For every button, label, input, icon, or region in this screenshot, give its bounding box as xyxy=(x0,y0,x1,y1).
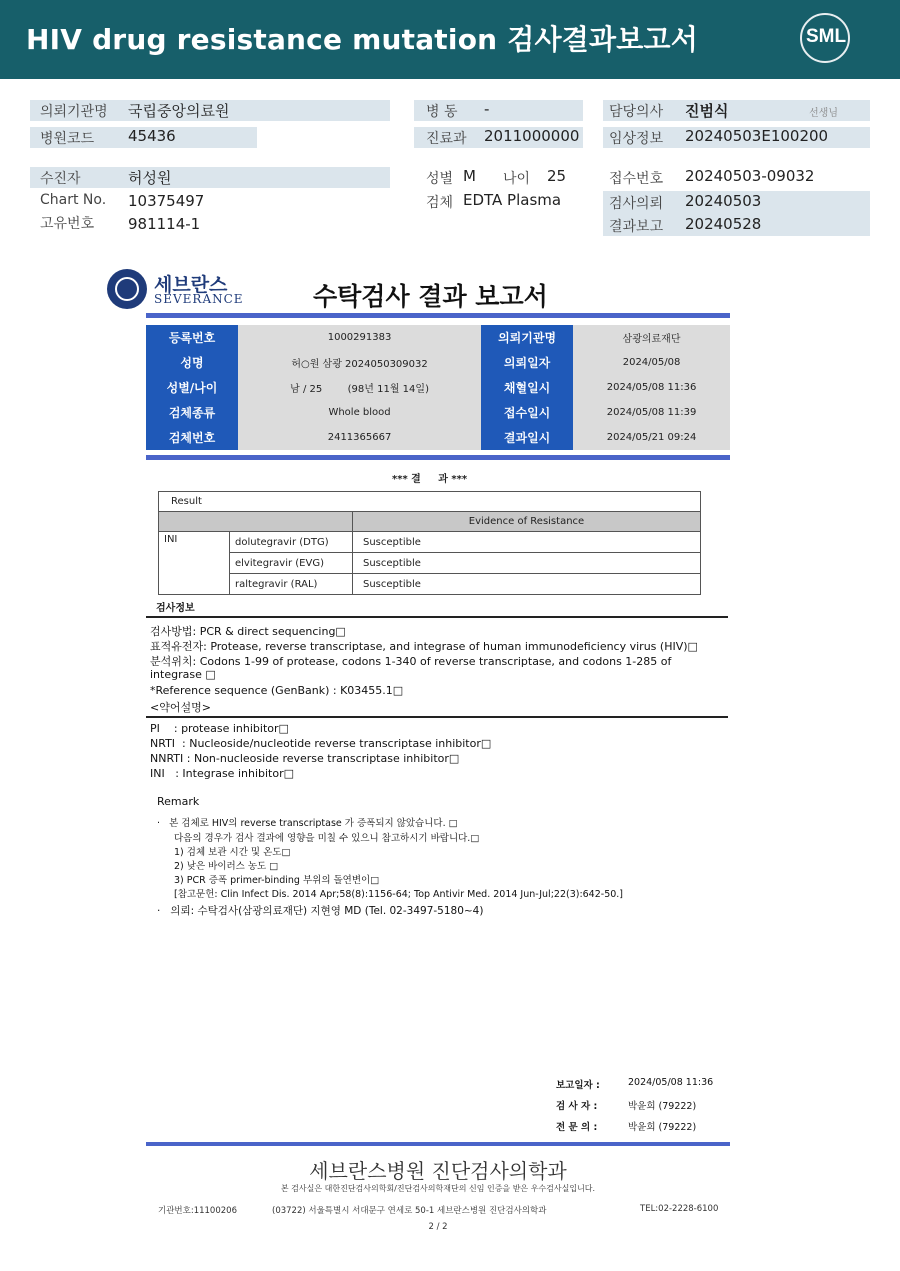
info-value: 1000291383 xyxy=(238,325,481,350)
name-value: 허성원 xyxy=(128,169,172,187)
drug-name: elvitegravir (EVG) xyxy=(230,553,353,574)
id-value: 981114-1 xyxy=(128,215,201,233)
table-row xyxy=(159,492,701,512)
dept-value: 2011000000 xyxy=(484,127,580,145)
clinical-value: 20240503E100200 xyxy=(685,127,829,145)
report-date-value: 2024/05/08 11:36 xyxy=(628,1077,714,1088)
test-info-title: 검사정보 xyxy=(156,603,195,614)
divider xyxy=(146,1142,730,1146)
remark-line: [참고문헌: Clin Infect Dis. 2014 Apr;58(8):1156-64; Top Antivir Med. 2014 Jun-Jul;22(3):642-50.] xyxy=(174,889,624,900)
abbreviation: INI : Integrase inhibitor□ xyxy=(150,767,294,780)
result-table xyxy=(158,491,701,595)
request-value: 20240503 xyxy=(685,192,762,210)
page-number: 2 / 2 xyxy=(428,1222,448,1232)
sex-label: 성별 xyxy=(426,171,454,187)
test-info-line: 표적유전자: Protease, reverse transcriptase, and integrase of human immunodeficiency virus (HIV)□ xyxy=(150,640,698,653)
info-label: 등록번호 xyxy=(146,325,238,350)
specimen-label: 검체 xyxy=(426,195,454,211)
abbreviation: NNRTI : Non-nucleoside reverse transcriptase inhibitor□ xyxy=(150,752,460,765)
test-info-line: *Reference sequence (GenBank) : K03455.1□ xyxy=(150,684,404,697)
result-value: 20240528 xyxy=(685,215,762,233)
code-value: 45436 xyxy=(128,127,176,145)
info-label: 성명 xyxy=(146,350,238,375)
clinical-label: 임상정보 xyxy=(609,131,664,147)
drug-result: Susceptible xyxy=(353,553,701,574)
remark-line: · 의뢰: 수탁검사(삼광의료재단) 지현영 MD (Tel. 02-3497-5180~4) xyxy=(157,905,484,917)
id-label: 고유번호 xyxy=(40,216,95,232)
hospital-value: 국립중앙의료원 xyxy=(128,102,230,120)
sex-value: M xyxy=(463,167,476,185)
table-row xyxy=(146,400,730,425)
sml-logo-text: SML xyxy=(805,26,847,47)
info-label: 검체번호 xyxy=(146,425,238,450)
specialist-label: 전 문 의 : xyxy=(556,1122,598,1133)
report-date-label: 보고일자 : xyxy=(556,1080,600,1091)
chart-value: 10375497 xyxy=(128,192,205,210)
report-title: 수탁검사 결과 보고서 xyxy=(313,282,548,311)
name-label: 수진자 xyxy=(40,171,81,187)
table-row xyxy=(159,512,701,532)
info-label: 성별/나이 xyxy=(146,375,238,400)
info-value: 남 / 25 (98년 11월 14일) xyxy=(238,375,481,400)
info-value: 삼광의료재단 xyxy=(573,325,730,350)
remark-line: 3) PCR 증폭 primer-binding 부위의 돌연변이□ xyxy=(174,875,380,886)
footer-tel: TEL:02-2228-6100 xyxy=(640,1204,719,1214)
info-value: 2024/05/08 11:36 xyxy=(573,375,730,400)
drug-name: raltegravir (RAL) xyxy=(230,574,353,595)
footer-note: 본 검사실은 대한진단검사의학회/진단검사의학재단의 신임 인증을 받은 우수검사실입니다. xyxy=(280,1184,596,1193)
info-label: 접수일시 xyxy=(481,400,573,425)
info-value: 2024/05/08 11:39 xyxy=(573,400,730,425)
tester-label: 검 사 자 : xyxy=(556,1101,598,1112)
ward-label: 병 동 xyxy=(426,104,458,120)
drug-name: dolutegravir (DTG) xyxy=(230,532,353,553)
chart-label: Chart No. xyxy=(40,192,107,208)
abbreviation: NRTI : Nucleoside/nucleotide reverse transcriptase inhibitor□ xyxy=(150,737,492,750)
info-label: 채혈일시 xyxy=(481,375,573,400)
age-label: 나이 xyxy=(503,171,531,187)
result-heading: *** 결 과 *** xyxy=(392,474,468,485)
table-row xyxy=(146,425,730,450)
table-row xyxy=(146,375,730,400)
table-row xyxy=(146,350,730,375)
remark-line: 다음의 경우가 검사 결과에 영향을 미칠 수 있으니 참고하시기 바랍니다.□ xyxy=(174,833,480,844)
info-value: 2411365667 xyxy=(238,425,481,450)
divider xyxy=(146,716,728,718)
remark-line: 2) 낮은 바이러스 농도 □ xyxy=(174,861,279,872)
table-row xyxy=(159,532,701,553)
test-info-line: <약어설명> xyxy=(150,701,211,714)
evidence-header: Evidence of Resistance xyxy=(353,512,701,532)
reception-value: 20240503-09032 xyxy=(685,167,815,185)
ward-value: - xyxy=(484,100,490,118)
institution-name-ko: 세브란스 xyxy=(154,274,228,296)
footer-address: (03722) 서울특별시 서대문구 연세로 50-1 세브란스병원 진단검사의학과 xyxy=(272,1206,547,1216)
info-label: 검체종류 xyxy=(146,400,238,425)
table-row xyxy=(159,574,701,595)
info-value: 2024/05/08 xyxy=(573,350,730,375)
report-info-table xyxy=(146,325,730,450)
drug-class: INI xyxy=(159,532,230,595)
abbreviation: PI : protease inhibitor□ xyxy=(150,722,289,735)
institution-name-en: SEVERANCE xyxy=(154,292,244,306)
footer-org-no: 기관번호:11100206 xyxy=(158,1206,237,1216)
result-label: 결과보고 xyxy=(609,219,664,235)
specimen-value: EDTA Plasma xyxy=(463,191,562,209)
table-row xyxy=(159,553,701,574)
test-info-line: 검사방법: PCR & direct sequencing□ xyxy=(150,625,346,638)
doctor-suffix: 선생님 xyxy=(809,108,838,119)
drug-result: Susceptible xyxy=(353,574,701,595)
page-title: HIV drug resistance mutation 검사결과보고서 xyxy=(26,23,698,56)
info-value: Whole blood xyxy=(238,400,481,425)
footer-title: 세브란스병원 진단검사의학과 xyxy=(309,1159,567,1183)
drug-result: Susceptible xyxy=(353,532,701,553)
remark-line: · 본 검체로 HIV의 reverse transcriptase 가 증폭되지 않았습니다. □ xyxy=(157,818,458,829)
info-label: 의뢰기관명 xyxy=(481,325,573,350)
info-label: 의뢰일자 xyxy=(481,350,573,375)
info-value: 2024/05/21 09:24 xyxy=(573,425,730,450)
result-caption: Result xyxy=(159,492,701,512)
hospital-label: 의뢰기관명 xyxy=(40,104,108,120)
info-band xyxy=(30,167,390,188)
header-cell xyxy=(159,512,353,532)
remark-line: 1) 검체 보관 시간 및 온도□ xyxy=(174,847,291,858)
severance-shield-icon xyxy=(115,277,139,301)
test-info-line: 분석위치: Codons 1-99 of protease, codons 1-340 of reverse transcriptase, and codons 1-285 of xyxy=(150,655,672,668)
test-info-line: integrase □ xyxy=(150,668,216,681)
tester-value: 박윤희 (79222) xyxy=(628,1101,697,1112)
divider xyxy=(146,313,730,318)
info-value: 허○원 삼광 2024050309032 xyxy=(238,350,481,375)
dept-label: 진료과 xyxy=(426,131,467,147)
info-label: 결과일시 xyxy=(481,425,573,450)
doctor-label: 담당의사 xyxy=(609,104,664,120)
request-label: 검사의뢰 xyxy=(609,196,664,212)
reception-label: 접수번호 xyxy=(609,171,664,187)
divider xyxy=(146,455,730,460)
table-row xyxy=(146,325,730,350)
remark-title: Remark xyxy=(157,795,200,808)
doctor-value: 진범식 xyxy=(685,102,729,120)
specialist-value: 박윤희 (79222) xyxy=(628,1122,697,1133)
code-label: 병원코드 xyxy=(40,131,95,147)
divider xyxy=(146,616,728,618)
age-value: 25 xyxy=(547,167,567,185)
